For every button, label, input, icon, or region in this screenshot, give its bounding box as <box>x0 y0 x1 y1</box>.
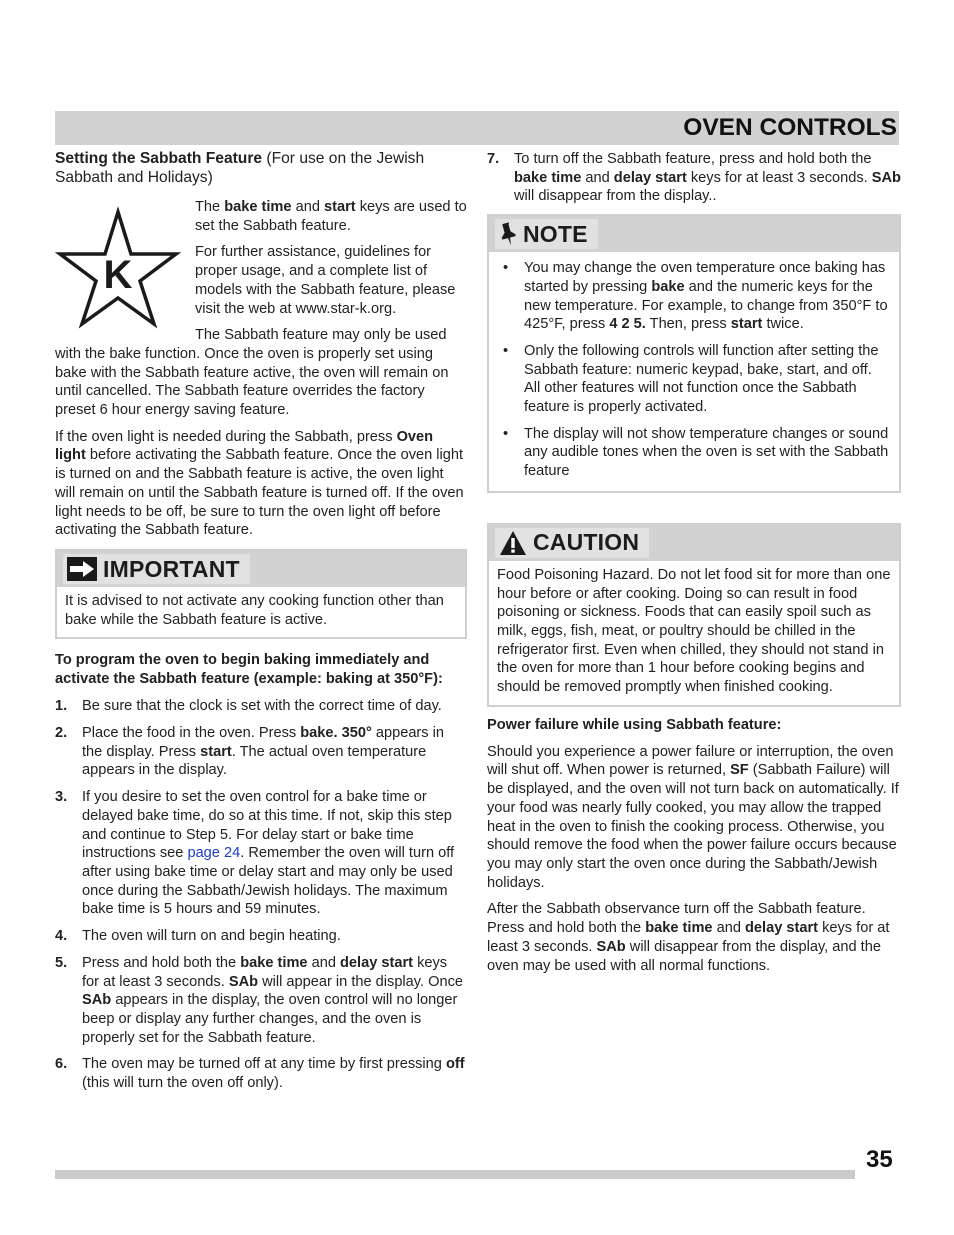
note-item: • The display will not show temperature changes or sound any audible tones when the oven is set with the Sabbath feature <box>503 425 889 480</box>
page-link[interactable]: page 24 <box>187 845 241 862</box>
caution-header <box>489 525 899 561</box>
important-box <box>55 549 467 639</box>
important-header <box>57 551 465 587</box>
step-item: 1. Be sure that the clock is set with the correct time of day. <box>55 698 442 715</box>
warning-triangle-icon <box>499 530 527 556</box>
intro-light-text: If the oven light is needed during the Sabbath, press Oven light before activating the Sabbath feature. Once the oven light is turned on and the Sabbath feature is active, the oven light will remain on until the Sabbath feature is turned off. If the oven light needs to be off, be sure to turn the oven light off before activating the Sabbath feature. <box>55 428 464 539</box>
program-steps <box>55 697 467 1092</box>
important-label: IMPORTANT <box>103 555 240 582</box>
caution-box <box>487 523 901 707</box>
program-heading: To program the oven to begin baking immediately and activate the Sabbath feature (example: baking at 350°F): <box>55 652 443 688</box>
intro-assistance-text: For further assistance, guidelines for proper usage, and a complete list of models with the Sabbath feature, please visit the web at www.star-k.org. <box>195 244 456 317</box>
logo-letter: K <box>103 253 133 297</box>
note-header <box>489 216 899 252</box>
left-column <box>55 150 467 1101</box>
power-text-2: After the Sabbath observance turn off the Sabbath feature. Press and hold both the bake time and delay start keys for at least 3 seconds. SAb will disappear from the display, and the oven may be used with all normal functions. <box>487 901 890 974</box>
footer-bar <box>55 1170 855 1179</box>
caution-text: Food Poisoning Hazard. Do not let food sit for more than one hour before or after cooking. Doing so can result in food poisoning or sickness. Foods that can easily spoil such as milk, eggs, fish, meat, or poultry should be chilled in the refrigerator first. Even when chilled, they should not stand in the oven for more than 1 hour before cooking begins and should be removed promptly when finished cooking. <box>497 566 891 696</box>
step-item: 3. If you desire to set the oven control for a bake time or delayed bake time, do so at this time. If not, skip this step and continue to Step 5. For delay start or bake time instructions see page 24. Remember the oven will turn off after using bake time or delay start and may only be used once during the Sabbath/Jewish holidays. The maximum bake time is 5 hours and 59 minutes. <box>55 789 455 918</box>
page-number: 35 <box>866 1146 893 1173</box>
power-heading: Power failure while using Sabbath feature: <box>487 716 782 733</box>
step-item: 6. The oven may be turned off at any time by first pressing off (this will turn the oven off only). <box>55 1056 465 1092</box>
intro-keys-text: The bake time and start keys are used to set the Sabbath feature. <box>195 199 467 234</box>
note-item: • Only the following controls will function after setting the Sabbath feature: numeric keypad, bake, start, and off. All other features will not function once the Sabbath feature is properly activated. <box>503 342 879 416</box>
section-title: Setting the Sabbath Feature (For use on the Jewish Sabbath and Holidays) <box>55 150 425 186</box>
header-bar <box>55 111 899 145</box>
step-item: 5. Press and hold both the bake time and delay start keys for at least 3 seconds. SAb will appear in the display. Once SAb appears in the display, the oven control will no longer beep or display any further changes, and the oven is properly set for the Sabbath feature. <box>55 954 463 1046</box>
note-box <box>487 214 901 493</box>
note-label: NOTE <box>523 220 588 247</box>
step-item: 4. The oven will turn on and begin heating. <box>55 928 341 945</box>
caution-label: CAUTION <box>533 529 640 556</box>
star-k-logo <box>53 206 183 344</box>
arrow-right-icon <box>67 557 97 581</box>
pushpin-icon <box>499 221 517 247</box>
program-steps-continued <box>487 150 901 206</box>
right-column <box>487 150 901 983</box>
important-text: It is advised to not activate any cooking function other than bake while the Sabbath feature is active. <box>65 592 444 628</box>
page-title: OVEN CONTROLS <box>683 114 897 141</box>
note-item: • You may change the oven temperature once baking has started by pressing bake and the numeric keys for the new temperature. For example, to change from 350°F to 425°F, press 4 2 5. Then, press start twice. <box>503 260 888 333</box>
step-item: 7. To turn off the Sabbath feature, press and hold both the bake time and delay start keys for at least 3 seconds. SAb will disappear from the display.. <box>487 151 901 205</box>
intro-bake-text: The Sabbath feature may only be used with the bake function. Once the oven is properly set using bake with the Sabbath feature active, the oven will remain on until cancelled. The Sabbath feature overrides the factory preset 6 hour energy saving feature. <box>55 327 449 419</box>
step-item: 2. Place the food in the oven. Press bake. 350° appears in the display. Press start. The actual oven temperature appears in the display. <box>55 725 445 779</box>
power-text-1: Should you experience a power failure or interruption, the oven will shut off. When power is returned, SF (Sabbath Failure) will be displayed, and the oven will not turn back on automatically. If your food was nearly fully cooked, you may allow the trapped heat in the oven to finish the cooking process. Otherwise, you should remove the food when the power failure occurs because you may only start the oven once during the Sabbath/Jewish holidays. <box>487 743 899 891</box>
note-body <box>489 252 899 491</box>
